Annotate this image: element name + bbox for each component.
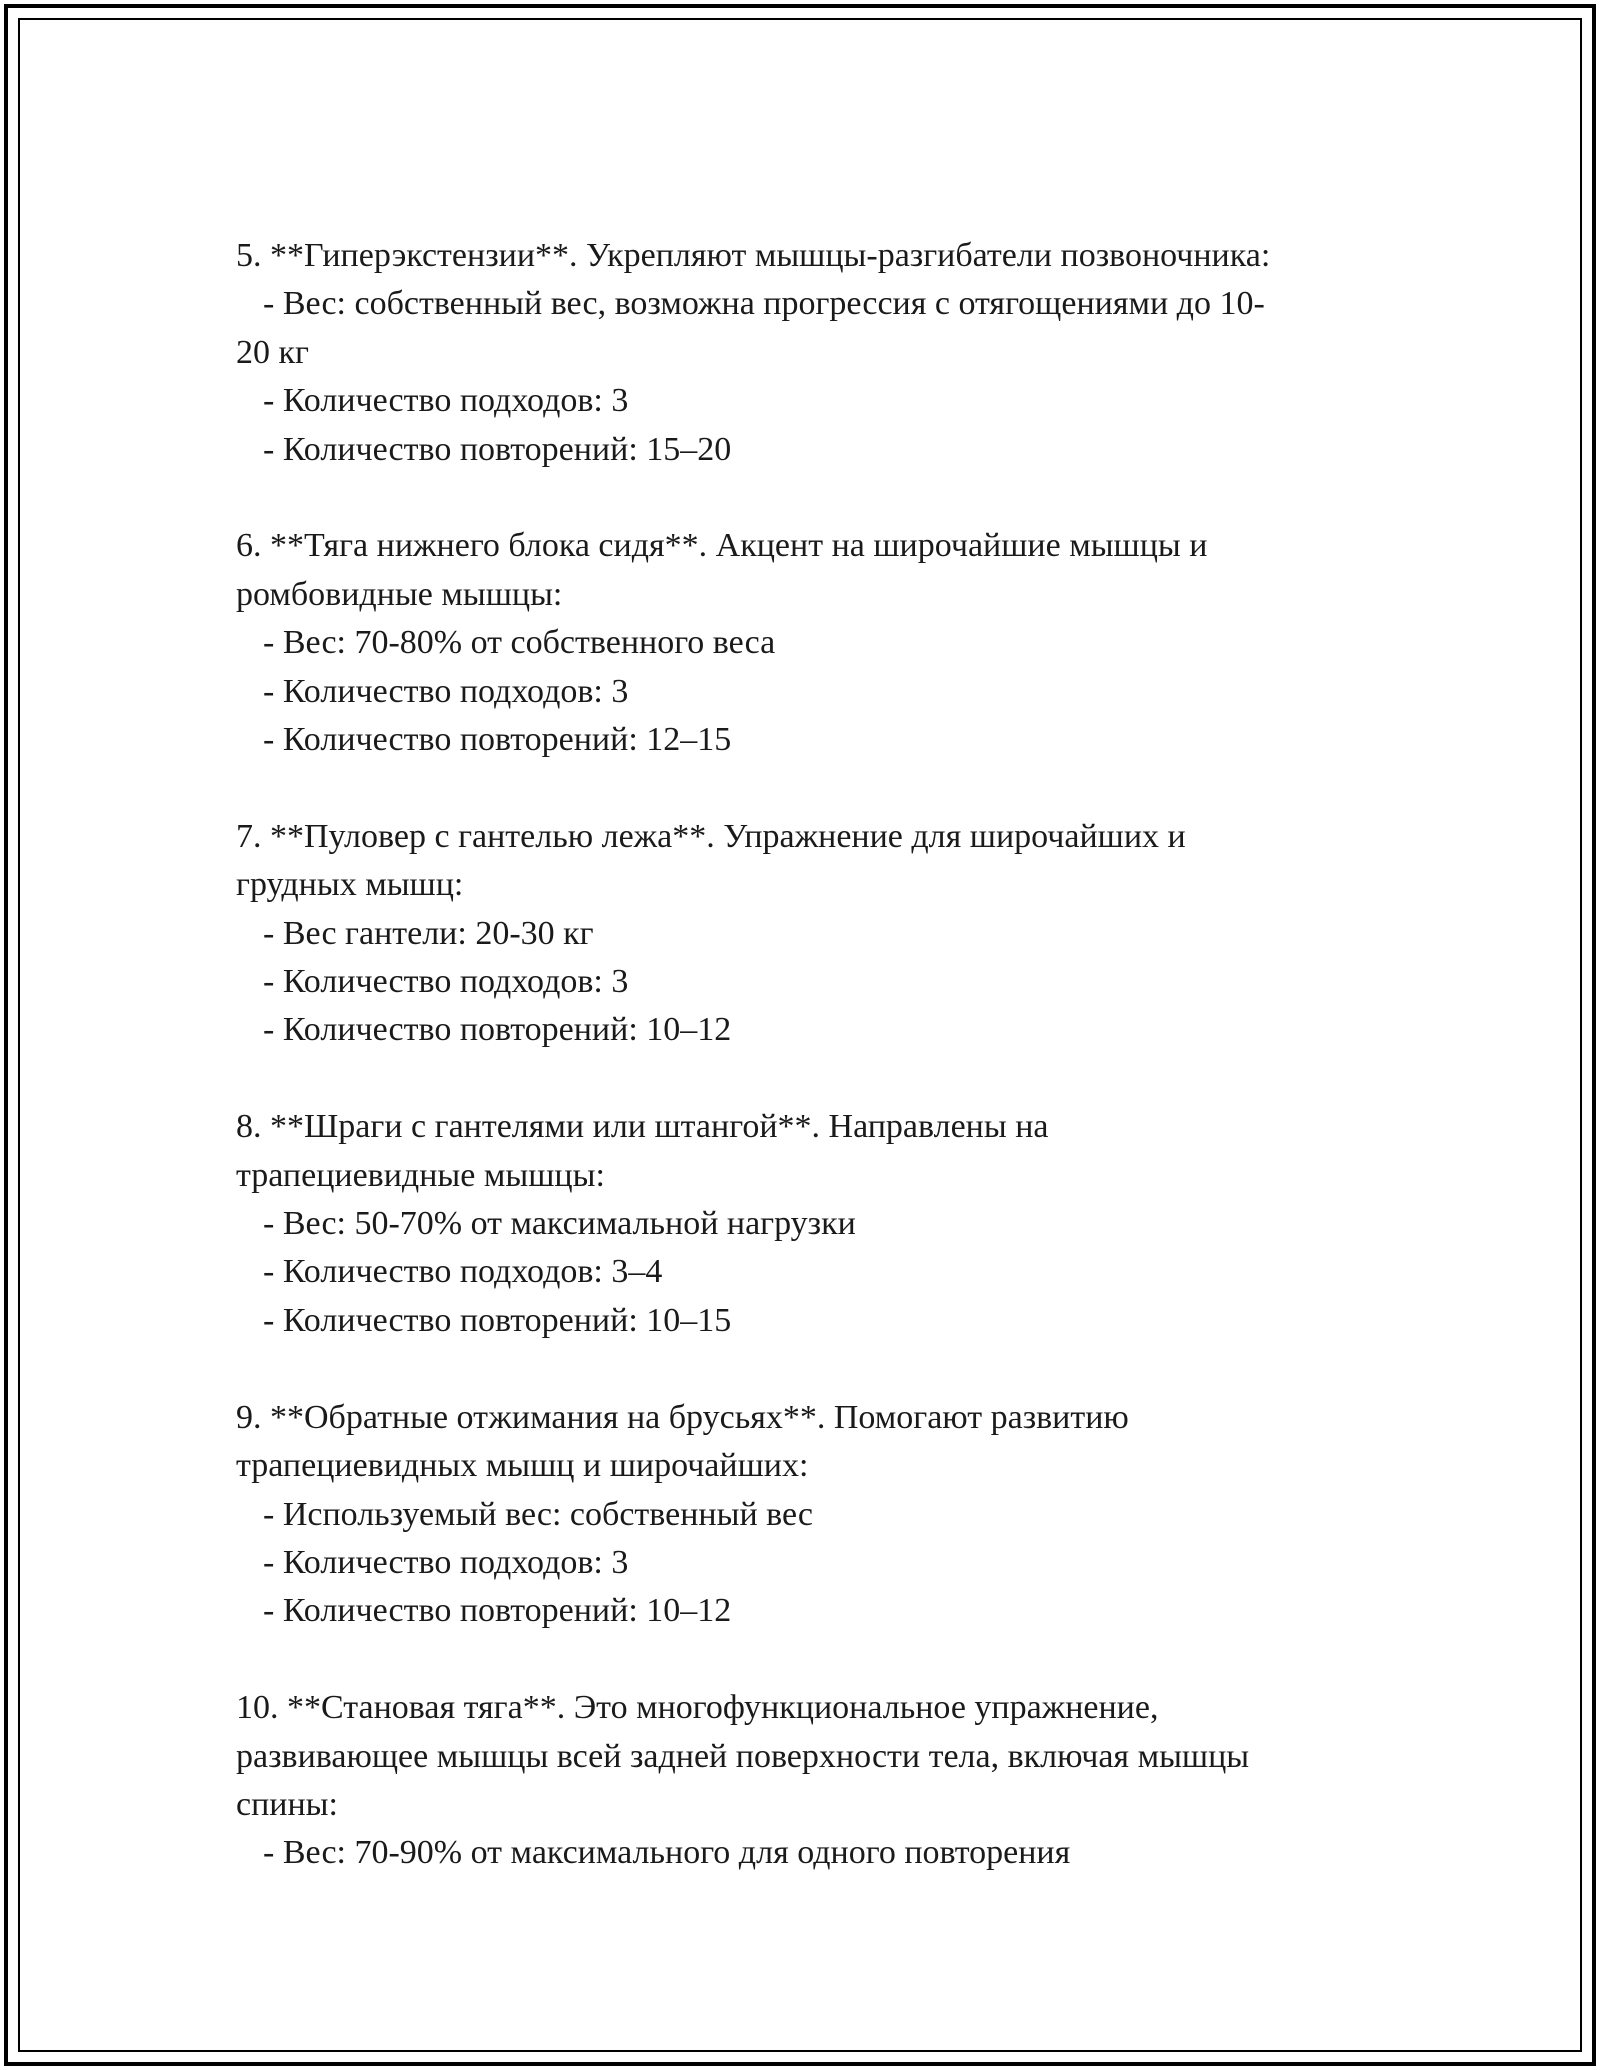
exercise-heading: 7. **Пуловер с гантелью лежа**. Упражнение для широчайших и грудных мышц: [236, 817, 1186, 904]
exercise-heading: 6. **Тяга нижнего блока сидя**. Акцент на широчайшие мышцы и ромбовидные мышцы: [236, 527, 1208, 613]
exercise-item [236, 1684, 1366, 1878]
exercise-item [236, 522, 1366, 764]
exercise-heading: 8. **Шраги с гантелями или штангой**. Направлены на трапециевидные мышцы: [236, 1108, 1049, 1194]
exercise-detail: - Количество повторений: 12–15 [263, 721, 732, 759]
exercise-heading: 10. **Становая тяга**. Это многофункциональное упражнение, развивающее мышцы всей задней поверхности тела, включая мышцы спины: [236, 1689, 1250, 1823]
exercise-detail: - Количество повторений: 10–12 [263, 1011, 732, 1049]
document-body [236, 232, 1366, 1878]
exercise-detail: - Вес: 70-90% от максимального для одного повторения [263, 1834, 1071, 1872]
exercise-detail: - Количество подходов: 3 [263, 1543, 629, 1581]
exercise-detail: - Вес: собственный вес, возможна прогрессия с отягощениями до 10- [263, 285, 1265, 323]
exercise-detail: - Вес гантели: 20-30 кг [263, 914, 594, 952]
exercise-detail: - Количество подходов: 3 [263, 672, 629, 710]
exercise-detail-continuation: 20 кг [236, 333, 309, 371]
exercise-heading: 9. **Обратные отжимания на брусьях**. Помогают развитию трапециевидных мышц и широчайших: [236, 1398, 1129, 1485]
exercise-item [236, 1394, 1366, 1636]
exercise-detail: - Количество подходов: 3 [263, 382, 629, 420]
exercise-detail: - Количество подходов: 3 [263, 963, 629, 1001]
exercise-heading: 5. **Гиперэкстензии**. Укрепляют мышцы-разгибатели позвоночника: [236, 237, 1271, 274]
exercise-item [236, 1103, 1366, 1345]
exercise-detail: - Вес: 70-80% от собственного веса [263, 624, 776, 662]
exercise-item [236, 232, 1366, 474]
exercise-detail: - Используемый вес: собственный вес [263, 1495, 814, 1533]
exercise-detail: - Количество повторений: 15–20 [263, 430, 732, 468]
exercise-detail: - Количество подходов: 3–4 [263, 1253, 663, 1291]
exercise-detail: - Количество повторений: 10–12 [263, 1592, 732, 1630]
exercise-item [236, 813, 1366, 1055]
exercise-detail: - Количество повторений: 10–15 [263, 1301, 732, 1339]
exercise-detail: - Вес: 50-70% от максимальной нагрузки [263, 1205, 856, 1243]
